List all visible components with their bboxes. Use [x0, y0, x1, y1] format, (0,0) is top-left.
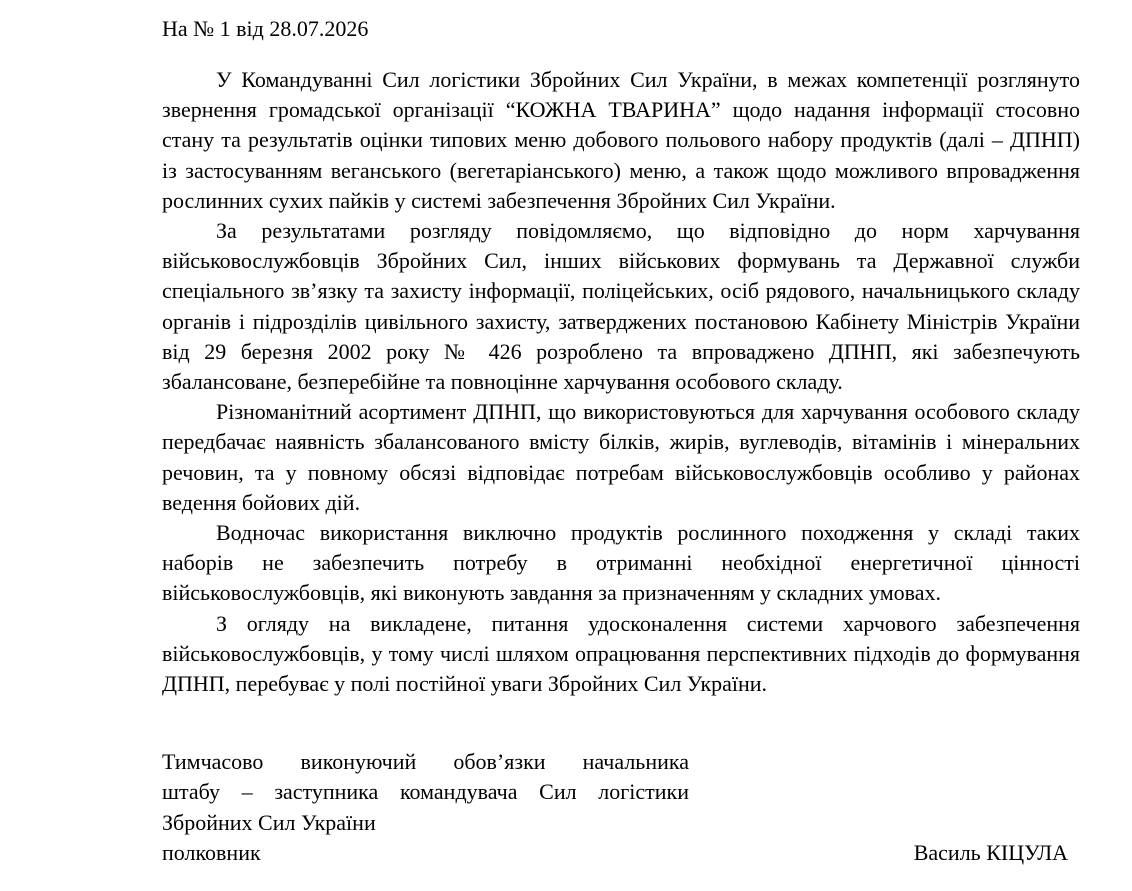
paragraph-nutrition-norms: За результатами розгляду повідомляємо, що відповідно до норм харчування військовослужбовців Збройних Сил, інших військових формувань та Державної служби спеціального зв’язку та захисту інформації, поліцейських, осіб рядового, начальницького складу органів і підрозділів цивільного захисту, затверджених постановою Кабінету Міністрів України від 29 березня 2002 року № 426 розроблено та впроваджено ДПНП, які забезпечують збалансоване, безперебійне та повноцінне харчування особового складу. — [162, 218, 1080, 395]
paragraph-request-summary: У Командуванні Сил логістики Збройних Сил України, в межах компетенції розглянуто звернення громадської організації “КОЖНА ТВАРИНА” щодо надання інформації стосовно стану та результатів оцінки типових меню добового польового набору продуктів (далі – ДПНП) із застосуванням веганського (вегетаріанського) меню, а також щодо можливого впровадження рослинних сухих пайків у системі забезпечення Збройних Сил України. — [162, 67, 1080, 213]
signatory-position-line: Збройних Сил України — [162, 809, 376, 835]
paragraph-conclusion: З огляду на викладене, питання удосконалення системи харчового забезпечення військовослужбовців, у тому числі шляхом опрацювання перспективних підходів до формування ДПНП, перебуває у полі постійної уваги Збройних Сил України. — [162, 610, 1080, 697]
letter-body — [162, 65, 1080, 699]
signatory-position-line: Тимчасово виконуючий обов’язки начальника — [162, 749, 689, 774]
signatory-position-line: штабу – заступника командувача Сил логістики — [162, 779, 689, 805]
reference-number: На № 1 від 28.07.2026 — [162, 16, 369, 41]
signatory-position — [162, 747, 689, 838]
signatory-rank: полковник — [162, 840, 261, 866]
signatory-rank-row — [162, 838, 1080, 868]
signature-block — [162, 747, 1080, 868]
signatory-name: Василь КІЦУЛА — [913, 840, 1068, 866]
paragraph-plant-based-limitation: Водночас використання виключно продуктів рослинного походження у складі таких наборів не забезпечить потребу в отриманні необхідної енергетичної цінності військовослужбовців, які виконують завдання за призначенням у складних умовах. — [162, 520, 1080, 606]
paragraph-assortment: Різноманітний асортимент ДПНП, що використовуються для харчування особового складу передбачає наявність збалансованого вмісту білків, жирів, вуглеводів, вітамінів і мінеральних речовин, та у повному обсязі відповідає потребам військовослужбовців особливо у районах ведення бойових дій. — [162, 399, 1080, 515]
